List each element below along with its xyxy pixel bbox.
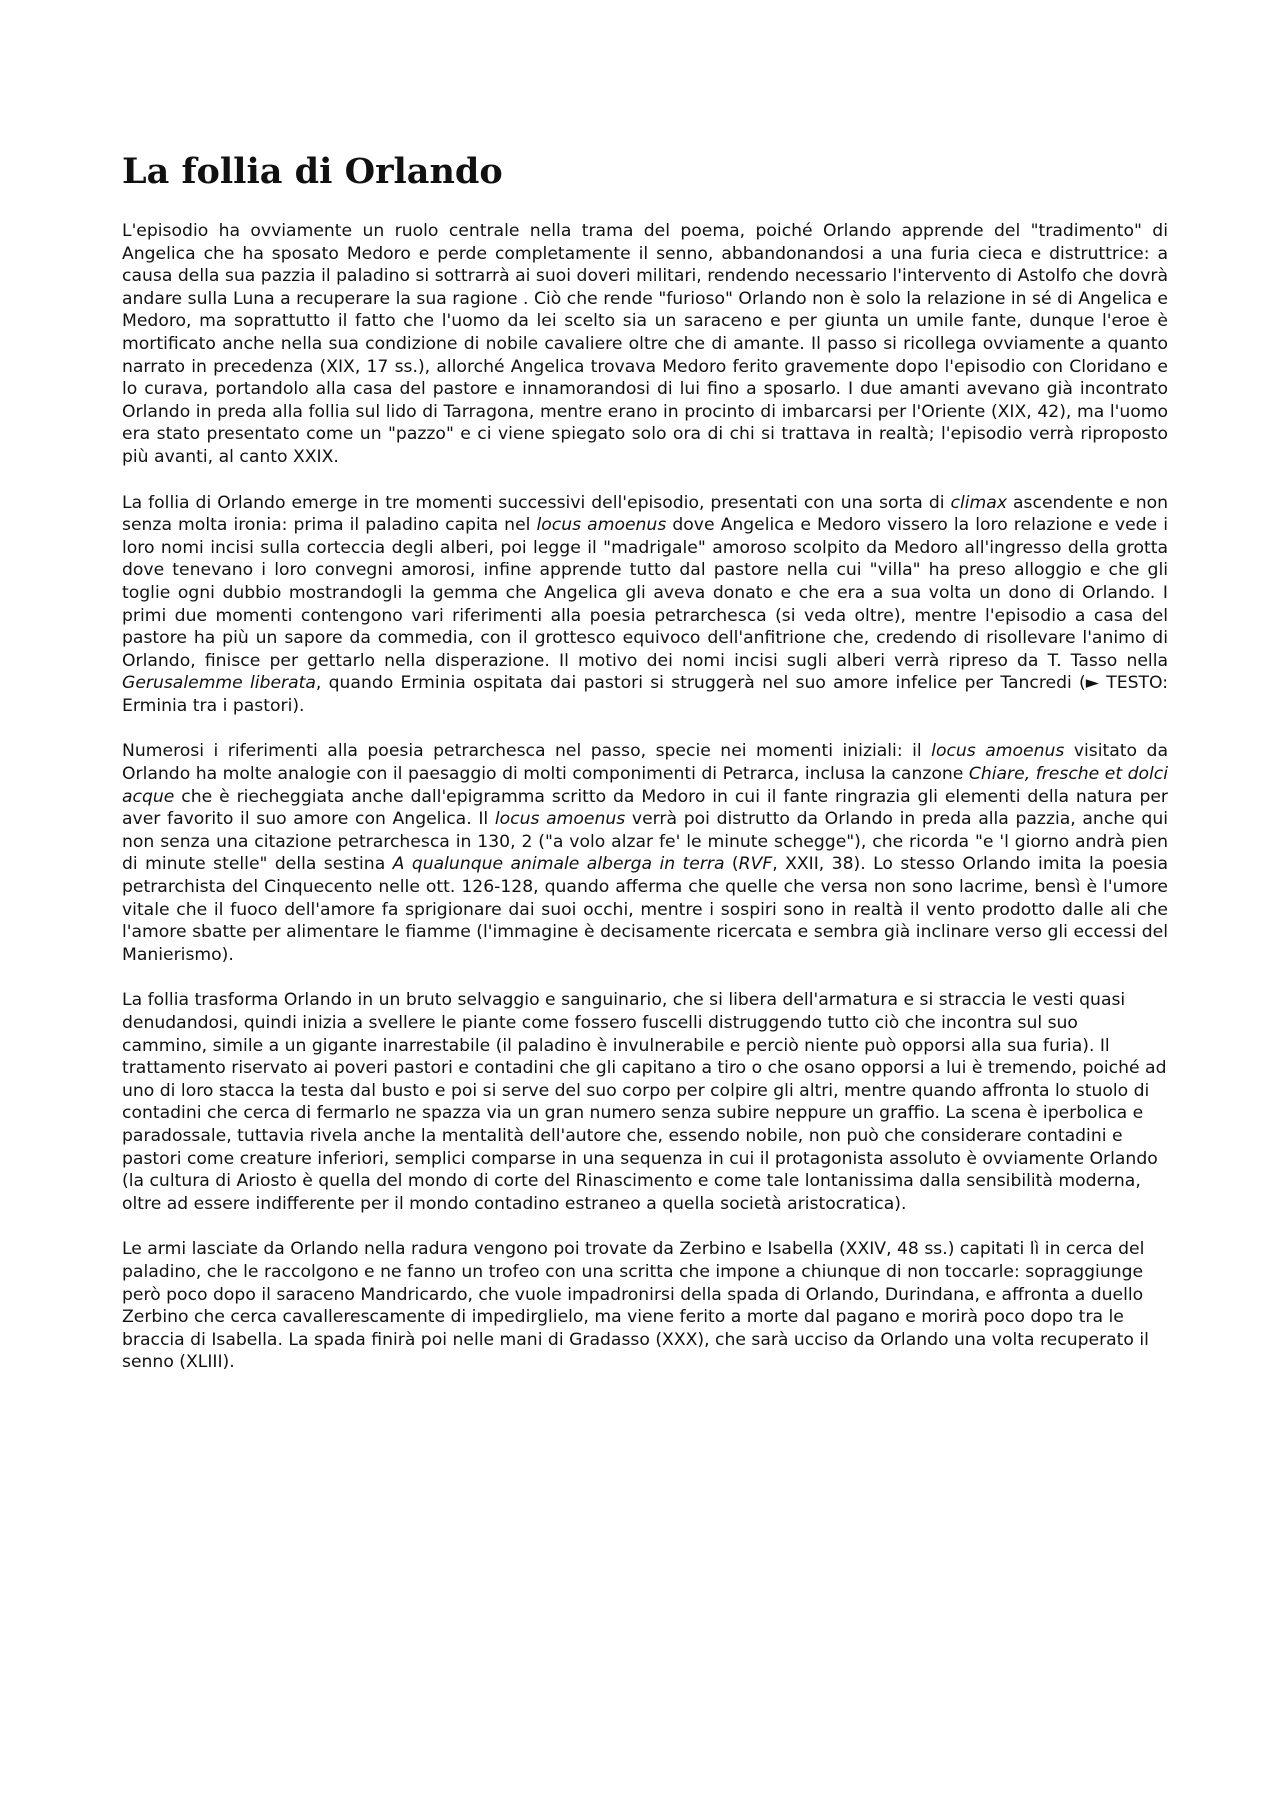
text-run: , XXII, 38). Lo stesso Orlando imita la poesia petrarchista del Cinquecento nelle ott. 126-128, quando afferma che quelle che versa non sono lacrime, bensì è l'umore vitale che il fuoco dell'amore fa sprigionare dai suoi occhi, mentre i sospiri sono in realtà il vento prodotto dalle ali che l'amore sbatte per alimentare le fiamme (l'immagine è decisamente ricercata e sembra già inclinare verso gli eccessi del Manierismo). — [122, 854, 1169, 965]
body-paragraph — [122, 989, 1168, 1215]
text-run: ascendente e non senza molta ironia: prima il paladino capita nel — [122, 492, 1169, 536]
body-paragraph — [122, 220, 1168, 469]
italic-text: RVF — [738, 854, 773, 875]
text-run: , quando Erminia ospitata dai pastori si struggerà nel suo amore infelice per Tancredi (► TESTO: Erminia tra i pastori). — [122, 673, 1168, 716]
document-body — [122, 220, 1168, 1374]
document-title: La follia di Orlando — [122, 151, 503, 192]
text-run: L'episodio ha ovviamente un ruolo centrale nella trama del poema, poiché Orlando apprende del "tradimento" di Angelica che ha sposato Medoro e perde completamente il senno, abbandonandosi a una furia cieca e distruttrice: a causa della sua pazzia il paladino si sottrarrà ai suoi doveri militari, rendendo necessario l'intervento di Astolfo che dovrà andare sulla Luna a recuperare la sua ragione . Ciò che rende "furioso" Orlando non è solo la relazione in sé di Angelica e Medoro, ma soprattutto il fatto che l'uomo da lei scelto sia un saraceno e per giunta un umile fante, dunque l'eroe è mortificato anche nella sua condizione di nobile cavaliere oltre che di amante. Il passo si ricollega ovviamente a quanto narrato in precedenza (XIX, 17 ss.), allorché Angelica trovava Medoro ferito gravemente dopo l'episodio con Cloridano e lo curava, portandolo alla casa del pastore e innamorandosi di lui fino a sposarlo. I due amanti avevano già incontrato Orlando in preda alla follia sul lido di Tarragona, mentre erano in procinto di imbarcarsi per l'Oriente (XIX, 42), ma l'uomo era stato presentato come un "pazzo" e ci viene spiegato solo ora di chi si trattava in realtà; l'episodio verrà riproposto più avanti, al canto XXIX. — [122, 221, 1168, 467]
italic-text: locus amoenus — [931, 741, 1065, 762]
italic-text: A qualunque animale alberga in terra — [392, 854, 725, 875]
text-run: La follia trasforma Orlando in un bruto selvaggio e sanguinario, che si libera dell'armatura e si straccia le vesti quasi denudandosi, quindi inizia a svellere le piante come fossero fuscelli distruggendo tutto ciò che incontra sul suo cammino, simile a un gigante inarrestabile (il paladino è invulnerabile e perciò niente può opporsi alla sua furia). Il trattamento riservato ai poveri pastori e contadini che gli capitano a tiro o che osano opporsi a lui è tremendo, poiché ad uno di loro stacca la testa dal busto e poi si serve del suo corpo per colpire gli altri, mentre quando affronta lo stuolo di contadini che cerca di fermarlo ne spazza via un gran numero senza subire neppure un graffio. La scena è iperbolica e paradossale, tuttavia rivela anche la mentalità dell'autore che, essendo nobile, non può che considerare contadini e pastori come creature inferiori, semplici comparse in una sequenza in cui il protagonista assoluto è ovviamente Orlando (la cultura di Ariosto è quella del mondo di corte del Rinascimento e come tale lontanissima dalla sensibilità moderna, oltre ad essere indifferente per il mondo contadino estraneo a quella società aristocratica). — [122, 990, 1167, 1214]
italic-text: locus amoenus — [536, 515, 667, 536]
text-run: visitato da Orlando ha molte analogie con il paesaggio di molti componimenti di Petrarca, inclusa la canzone — [122, 741, 1168, 785]
text-run: ( — [724, 854, 739, 875]
text-run: verrà poi distrutto da Orlando in preda alla pazzia, anche qui non senza una citazione petrarchesca in 130, 2 ("a volo alzar fe' le minute schegge"), che ricorda "e 'l giorno andrà pien di minute stelle" della sestina — [122, 809, 1168, 875]
text-run: che è riecheggiata anche dall'epigramma scritto da Medoro in cui il fante ringrazia gli elementi della natura per aver favorito il suo amore con Angelica. Il — [122, 786, 1168, 830]
document-page — [122, 150, 1168, 1397]
body-paragraph — [122, 1238, 1168, 1374]
italic-text: Chiare, fresche et dolci acque — [122, 764, 1168, 807]
text-run: dove Angelica e Medoro vissero la loro relazione e vede i loro nomi incisi sulla corteccia degli alberi, poi legge il "madrigale" amoroso scolpito da Medoro all'ingresso della grotta dove tenevano i loro convegni amorosi, infine apprende tutto dal pastore nella cui "villa" ha preso alloggio e che gli toglie ogni dubbio mostrandogli la gemma che Angelica gli aveva donato e che era a sua volta un dono di Orlando. I primi due momenti contengono vari riferimenti alla poesia petrarchesca (si veda oltre), mentre l'episodio a casa del pastore ha più un sapore da commedia, con il grottesco equivoco dell'anfitrione che, credendo di risollevare l'animo di Orlando, finisce per gettarlo nella disperazione. Il motivo dei nomi incisi sugli alberi verrà ripreso da T. Tasso nella — [122, 515, 1168, 671]
text-run: Numerosi i riferimenti alla poesia petrarchesca nel passo, specie nei momenti iniziali: il — [122, 741, 932, 762]
italic-text: locus amoenus — [494, 809, 626, 830]
body-paragraph — [122, 740, 1168, 966]
body-paragraph — [122, 492, 1168, 718]
italic-text: climax — [950, 492, 1007, 513]
italic-text: Gerusalemme liberata — [122, 673, 316, 694]
text-run: Le armi lasciate da Orlando nella radura vengono poi trovate da Zerbino e Isabella (XXIV, 48 ss.) capitati lì in cerca del paladino, che le raccolgono e ne fanno un trofeo con una scritta che impone a chiunque di non toccarle: sopraggiunge però poco dopo il saraceno Mandricardo, che vuole impadronirsi della spada di Orlando, Durindana, e affronta a duello Zerbino che cerca cavallerescamente di impedirglielo, ma viene ferito a morte dal pagano e morirà poco dopo tra le braccia di Isabella. La spada finirà poi nelle mani di Gradasso (XXX), che sarà ucciso da Orlando una volta recuperato il senno (XLIII). — [122, 1239, 1149, 1373]
text-run: La follia di Orlando emerge in tre momenti successivi dell'episodio, presentati con una sorta di — [122, 492, 951, 513]
